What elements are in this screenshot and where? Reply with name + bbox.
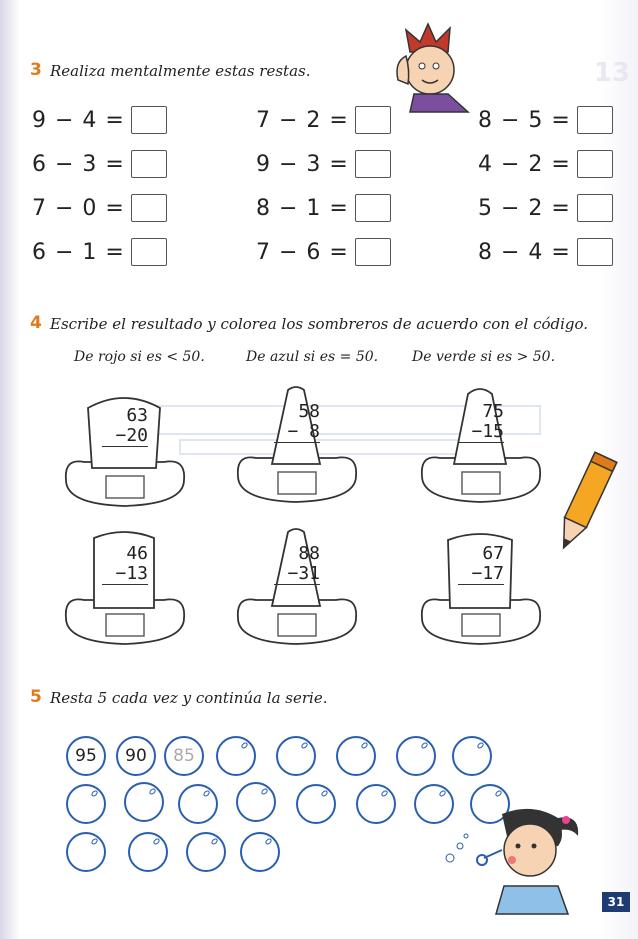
answer-box[interactable] bbox=[355, 194, 391, 222]
hat-numbers bbox=[458, 544, 504, 585]
subtrahend: −31 bbox=[274, 564, 320, 585]
bubble-shine-icon bbox=[260, 787, 269, 795]
code-red: De rojo si es < 50. bbox=[74, 349, 205, 365]
minuend: 46 bbox=[126, 543, 148, 564]
answer-box[interactable] bbox=[355, 150, 391, 178]
bubble[interactable] bbox=[178, 784, 218, 824]
bubble[interactable] bbox=[296, 784, 336, 824]
bubble[interactable] bbox=[276, 736, 316, 776]
subtraction-equation bbox=[478, 194, 613, 222]
subtraction-equation bbox=[256, 194, 391, 222]
bubble-shine-icon bbox=[420, 741, 429, 749]
bubble-shine-icon bbox=[148, 787, 157, 795]
answer-box[interactable] bbox=[355, 238, 391, 266]
bubble-shine-icon bbox=[300, 741, 309, 749]
hat-problem bbox=[60, 526, 190, 651]
bubble-shine-icon bbox=[90, 789, 99, 797]
bubble-shine-icon bbox=[90, 837, 99, 845]
bubble-shine-icon bbox=[438, 789, 447, 797]
boy-illustration bbox=[392, 22, 472, 114]
answer-box[interactable] bbox=[577, 194, 613, 222]
answer-box[interactable] bbox=[577, 106, 613, 134]
bubble[interactable] bbox=[240, 832, 280, 872]
hat-problem bbox=[232, 526, 362, 651]
minuend: 75 bbox=[482, 401, 504, 422]
minuend: 58 bbox=[298, 401, 320, 422]
equation-text: 8 − 4 = bbox=[478, 239, 571, 265]
page-number: 31 bbox=[602, 892, 630, 912]
hat-problem bbox=[416, 526, 546, 651]
subtrahend: −13 bbox=[102, 564, 148, 585]
exercise-4-number: 4 bbox=[30, 313, 42, 333]
subtrahend: −15 bbox=[458, 422, 504, 443]
bubble[interactable] bbox=[66, 784, 106, 824]
bubble[interactable] bbox=[124, 782, 164, 822]
subtraction-equation bbox=[256, 150, 391, 178]
corner-number: 13 bbox=[593, 58, 630, 88]
equation-text: 7 − 2 = bbox=[256, 107, 349, 133]
bubble-shine-icon bbox=[380, 789, 389, 797]
bubble-shine-icon bbox=[240, 741, 249, 749]
subtraction-equation bbox=[32, 238, 167, 266]
bubble-shine-icon bbox=[210, 837, 219, 845]
equation-text: 7 − 0 = bbox=[32, 195, 125, 221]
exercise-5-instruction: Resta 5 cada vez y continúa la serie. bbox=[50, 689, 328, 707]
equation-text: 7 − 6 = bbox=[256, 239, 349, 265]
code-blue: De azul si es = 50. bbox=[246, 349, 379, 365]
code-green: De verde si es > 50. bbox=[412, 349, 556, 365]
subtraction-equation bbox=[32, 194, 167, 222]
bubble-value: 95 bbox=[75, 746, 97, 766]
page-edge-shadow bbox=[0, 0, 20, 939]
bubble[interactable] bbox=[66, 832, 106, 872]
equation-text: 9 − 4 = bbox=[32, 107, 125, 133]
equation-text: 4 − 2 = bbox=[478, 151, 571, 177]
equation-text: 6 − 3 = bbox=[32, 151, 125, 177]
bubble bbox=[66, 736, 106, 776]
equation-text: 6 − 1 = bbox=[32, 239, 125, 265]
subtraction-equation bbox=[478, 106, 613, 134]
bubble-shine-icon bbox=[494, 789, 503, 797]
equation-text: 8 − 5 = bbox=[478, 107, 571, 133]
answer-box[interactable] bbox=[131, 106, 167, 134]
hat-numbers bbox=[102, 406, 148, 447]
minuend: 67 bbox=[482, 543, 504, 564]
pencil-icon bbox=[548, 448, 618, 560]
hat-numbers bbox=[458, 402, 504, 443]
bubble[interactable] bbox=[128, 832, 168, 872]
girl-blowing-bubbles-illustration bbox=[440, 806, 590, 916]
exercise-5-number: 5 bbox=[30, 687, 42, 707]
subtraction-equation bbox=[478, 238, 613, 266]
hat-numbers bbox=[274, 402, 320, 443]
bubble-shine-icon bbox=[264, 837, 273, 845]
subtraction-equation bbox=[32, 150, 167, 178]
bubble bbox=[116, 736, 156, 776]
answer-box[interactable] bbox=[577, 150, 613, 178]
bubble[interactable] bbox=[236, 782, 276, 822]
subtraction-equation bbox=[478, 150, 613, 178]
hat-problem bbox=[232, 384, 362, 509]
answer-box[interactable] bbox=[131, 150, 167, 178]
answer-box[interactable] bbox=[577, 238, 613, 266]
hat-numbers bbox=[102, 544, 148, 585]
subtrahend: −17 bbox=[458, 564, 504, 585]
hat-problem bbox=[60, 388, 190, 513]
bubble[interactable] bbox=[336, 736, 376, 776]
subtraction-equation bbox=[32, 106, 167, 134]
bubble[interactable] bbox=[356, 784, 396, 824]
bubble-shine-icon bbox=[360, 741, 369, 749]
hat-problem bbox=[416, 384, 546, 509]
equation-text: 5 − 2 = bbox=[478, 195, 571, 221]
minuend: 88 bbox=[298, 543, 320, 564]
bubble[interactable] bbox=[452, 736, 492, 776]
equation-text: 8 − 1 = bbox=[256, 195, 349, 221]
exercise-3-number: 3 bbox=[30, 60, 42, 80]
bubble[interactable] bbox=[396, 736, 436, 776]
bubble-value: 90 bbox=[125, 746, 147, 766]
equation-text: 9 − 3 = bbox=[256, 151, 349, 177]
bubble-shine-icon bbox=[202, 789, 211, 797]
exercise-3-instruction: Realiza mentalmente estas restas. bbox=[50, 62, 311, 80]
bubble-shine-icon bbox=[476, 741, 485, 749]
subtraction-equation bbox=[256, 238, 391, 266]
subtrahend: − 8 bbox=[274, 422, 320, 443]
exercise-4-instruction: Escribe el resultado y colorea los sombreros de acuerdo con el código. bbox=[50, 315, 589, 333]
minuend: 63 bbox=[126, 405, 148, 426]
answer-box[interactable] bbox=[131, 238, 167, 266]
bubble bbox=[164, 736, 204, 776]
bubble-value: 85 bbox=[173, 746, 195, 766]
subtrahend: −20 bbox=[102, 426, 148, 447]
answer-box[interactable] bbox=[355, 106, 391, 134]
answer-box[interactable] bbox=[131, 194, 167, 222]
bubble[interactable] bbox=[186, 832, 226, 872]
bubble-shine-icon bbox=[320, 789, 329, 797]
subtraction-equation bbox=[256, 106, 391, 134]
hat-numbers bbox=[274, 544, 320, 585]
bubble-shine-icon bbox=[152, 837, 161, 845]
bubble[interactable] bbox=[216, 736, 256, 776]
